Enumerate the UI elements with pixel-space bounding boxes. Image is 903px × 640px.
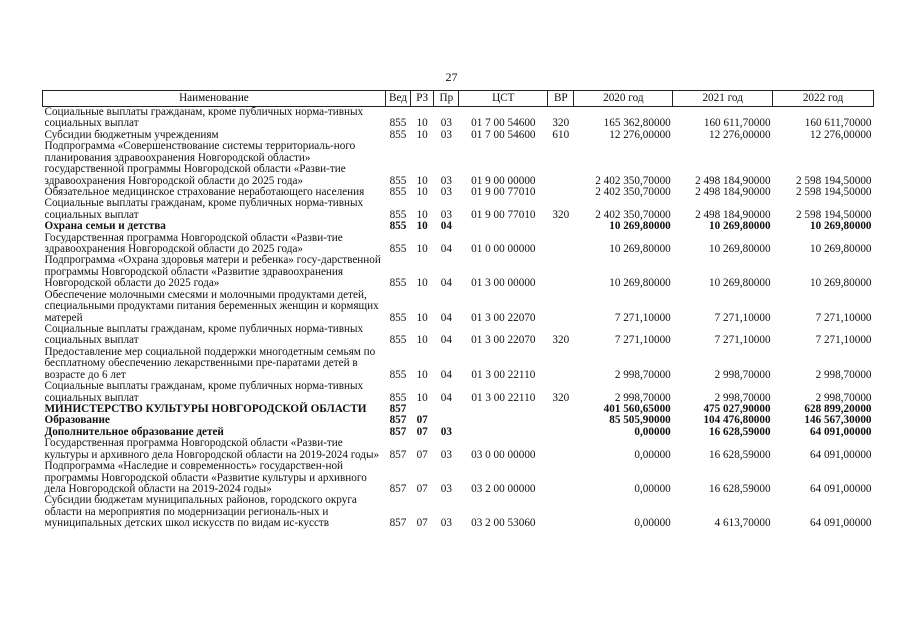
cell-pr: 04 — [440, 243, 452, 256]
cell-vr: 320 — [552, 334, 570, 347]
cell-ved: 855 — [389, 368, 407, 381]
cell-pr: 03 — [440, 517, 452, 530]
cell-rz: 10 — [416, 128, 428, 141]
cell-2020: 85 505,90000 — [609, 414, 671, 427]
cell-pr: 04 — [440, 277, 452, 290]
col-2020-header: 2020 год — [574, 91, 673, 107]
cell-vr — [548, 495, 574, 529]
cell-rz: 10 — [416, 277, 428, 290]
cell-2021: 104 476,80000 — [703, 414, 771, 427]
cell-cst: 01 3 00 22070 — [471, 334, 536, 347]
cell-2022: 64 091,00000 — [809, 448, 872, 461]
cell-2021: 10 269,80000 — [709, 220, 771, 233]
cell-vr — [548, 404, 574, 415]
cell-vr — [548, 255, 574, 289]
cell-2021: 2 498 184,90000 — [695, 208, 771, 221]
cell-name: Охрана семьи и детства — [44, 220, 166, 233]
cell-ved: 857 — [389, 414, 407, 427]
cell-name: Образование — [44, 414, 110, 427]
cell-2021: 7 271,10000 — [714, 334, 771, 347]
table-row — [43, 347, 874, 381]
cell-pr: 04 — [440, 368, 452, 381]
col-rz-header: РЗ — [411, 91, 434, 107]
cell-rz: 07 — [416, 517, 428, 530]
cell-name: Подпрограмма «Совершенствование системы территориаль-ного планирования здравоохранения Новгородской области» государственной программы Новгородской области «Разви-тие здравоохранения Новгородской области до 2025 года» — [44, 140, 356, 187]
cell-ved: 857 — [389, 448, 407, 461]
cell-2021: 475 027,90000 — [703, 402, 771, 415]
cell-2022: 7 271,10000 — [815, 334, 872, 347]
cell-2020: 10 269,80000 — [609, 277, 671, 290]
cell-2021: 160 611,70000 — [703, 117, 771, 130]
cell-2021: 16 628,59000 — [709, 425, 771, 438]
cell-2021: 4 613,70000 — [714, 517, 771, 530]
cell-vr: 320 — [552, 391, 570, 404]
cell-ved: 855 — [389, 220, 407, 233]
cell-rz: 10 — [416, 220, 428, 233]
cell-rz: 07 — [416, 448, 428, 461]
cell-name: Обеспечение молочными смесями и молочными продуктами детей, специальными продуктами питания беременных женщин и кормящих матерей — [44, 288, 379, 324]
cell-rz: 10 — [416, 391, 428, 404]
cell-vr — [548, 461, 574, 495]
cell-2021: 12 276,00000 — [709, 128, 771, 141]
table-row — [43, 221, 874, 232]
cell-vr — [548, 141, 574, 187]
cell-rz: 07 — [416, 482, 428, 495]
cell-2022: 146 567,30000 — [804, 414, 872, 427]
col-ved-header: Вед — [385, 91, 410, 107]
page-number: 27 — [445, 70, 458, 84]
cell-2020: 10 269,80000 — [609, 220, 671, 233]
cell-2021: 10 269,80000 — [709, 243, 771, 256]
cell-ved: 855 — [389, 117, 407, 130]
cell-cst — [459, 221, 548, 232]
cell-2020: 0,00000 — [634, 448, 671, 461]
table-row — [43, 461, 874, 495]
cell-vr — [548, 347, 574, 381]
cell-name: Обязательное медицинское страхование неработающего населения — [44, 185, 365, 198]
cell-2022: 2 598 194,50000 — [795, 174, 872, 187]
table-row — [43, 107, 874, 130]
col-name-header: Наименование — [43, 91, 386, 107]
cell-rz: 10 — [416, 174, 428, 187]
cell-2021: 2 498 184,90000 — [695, 185, 771, 198]
cell-name: Государственная программа Новгородской области «Разви-тие культуры и архивного дела Новгородской области на 2019-2024 годы» — [44, 437, 380, 461]
cell-name: Социальные выплаты гражданам, кроме публичных норма-тивных социальных выплат — [44, 106, 364, 130]
cell-pr: 04 — [440, 220, 452, 233]
cell-name: Подпрограмма «Наследие и современность» государствен-ной программы Новгородской области «Развитие культуры и архивного дела Новгородской области на 2019-2024 годы» — [44, 460, 367, 495]
table-row — [43, 324, 874, 347]
cell-2021: 10 269,80000 — [709, 277, 771, 290]
cell-name: Субсидии бюджетам муниципальных районов, городского округа области на мероприятия по модернизации региональ-ных и муниципальных детских школ искусств по видам ис-кусств — [44, 494, 357, 530]
cell-ved: 855 — [389, 174, 407, 187]
cell-cst — [459, 427, 548, 438]
cell-ved: 855 — [389, 243, 407, 256]
cell-pr: 03 — [440, 174, 452, 187]
cell-cst: 01 3 00 22110 — [471, 368, 536, 381]
cell-rz: 10 — [416, 368, 428, 381]
cell-ved: 855 — [389, 334, 407, 347]
cell-ved: 855 — [389, 277, 407, 290]
cell-ved: 857 — [389, 425, 407, 438]
cell-2020: 7 271,10000 — [614, 311, 671, 324]
cell-ved: 855 — [389, 391, 407, 404]
cell-vr — [548, 290, 574, 324]
table-body — [43, 107, 874, 530]
cell-vr — [548, 221, 574, 232]
cell-rz: 07 — [416, 414, 428, 427]
cell-rz: 10 — [416, 334, 428, 347]
table-row — [43, 255, 874, 289]
cell-2022: 2 598 194,50000 — [795, 185, 872, 198]
cell-rz: 10 — [416, 117, 428, 130]
cell-rz: 10 — [416, 185, 428, 198]
cell-2022: 64 091,00000 — [809, 517, 872, 530]
table-row — [43, 438, 874, 461]
cell-2021: 16 628,59000 — [709, 482, 771, 495]
cell-cst: 01 3 00 00000 — [471, 277, 536, 290]
cell-2021: 2 498 184,90000 — [695, 174, 771, 187]
cell-2022: 160 611,70000 — [804, 117, 872, 130]
cell-name: Социальные выплаты гражданам, кроме публичных норма-тивных социальных выплат — [44, 323, 364, 347]
cell-vr — [548, 187, 574, 198]
cell-rz: 10 — [416, 311, 428, 324]
cell-2022: 12 276,00000 — [809, 128, 872, 141]
cell-cst: 03 2 00 00000 — [471, 482, 536, 495]
cell-cst: 03 2 00 53060 — [471, 517, 536, 530]
cell-pr: 04 — [440, 334, 452, 347]
cell-name: Государственная программа Новгородской области «Разви-тие здравоохранения Новгородской области до 2025 года» — [44, 231, 343, 256]
budget-table — [42, 90, 874, 530]
cell-ved: 855 — [389, 311, 407, 324]
table-row — [43, 141, 874, 187]
cell-2022: 2 598 194,50000 — [795, 208, 872, 221]
cell-vr: 610 — [552, 128, 570, 141]
cell-cst: 01 9 00 00000 — [471, 174, 536, 187]
cell-2022: 10 269,80000 — [809, 277, 872, 290]
cell-ved: 857 — [389, 402, 407, 415]
cell-pr: 03 — [440, 208, 452, 221]
cell-rz: 10 — [416, 243, 428, 256]
cell-vr — [548, 415, 574, 426]
cell-2021: 2 998,70000 — [714, 368, 771, 381]
cell-vr — [548, 438, 574, 461]
cell-name: Социальные выплаты гражданам, кроме публичных норма-тивных социальных выплат — [44, 380, 364, 404]
cell-ved: 857 — [389, 517, 407, 530]
cell-name: Социальные выплаты гражданам, кроме публичных норма-тивных социальных выплат — [44, 197, 364, 221]
table-row — [43, 233, 874, 256]
table-row — [43, 290, 874, 324]
cell-pr: 03 — [440, 425, 452, 438]
cell-pr: 04 — [440, 391, 452, 404]
cell-2020: 2 402 350,70000 — [595, 174, 671, 187]
cell-name: МИНИСТЕРСТВО КУЛЬТУРЫ НОВГОРОДСКОЙ ОБЛАСТИ — [44, 402, 367, 415]
cell-2022: 2 998,70000 — [815, 391, 872, 404]
cell-2020: 10 269,80000 — [609, 243, 671, 256]
cell-vr — [548, 233, 574, 256]
cell-2020: 7 271,10000 — [614, 334, 671, 347]
cell-pr: 03 — [440, 128, 452, 141]
cell-2020: 2 998,70000 — [614, 391, 671, 404]
cell-ved: 855 — [389, 128, 407, 141]
cell-ved: 857 — [389, 482, 407, 495]
cell-cst — [459, 415, 548, 426]
table-header — [43, 91, 874, 107]
col-vr-header: ВР — [548, 91, 574, 107]
col-2022-header: 2022 год — [773, 91, 874, 107]
col-2021-header: 2021 год — [673, 91, 773, 107]
cell-name: Дополнительное образование детей — [44, 425, 224, 438]
cell-name: Подпрограмма «Охрана здоровья матери и ребенка» госу-дарственной программы Новгородской области «Развитие здравоохранения Новгородской области до 2025 года» — [44, 254, 381, 290]
cell-name: Предоставление мер социальной поддержки многодетным семьям по бесплатному обеспечению лекарственными пре-паратами детей в возрасте до 6 лет — [44, 345, 376, 381]
cell-cst: 01 7 00 54600 — [471, 117, 536, 130]
cell-2022: 64 091,00000 — [809, 482, 872, 495]
col-pr-header: Пр — [434, 91, 459, 107]
cell-2021: 2 998,70000 — [714, 391, 771, 404]
cell-pr: 03 — [440, 185, 452, 198]
cell-rz: 07 — [416, 425, 428, 438]
cell-2021: 16 628,59000 — [709, 448, 771, 461]
cell-pr: 04 — [440, 311, 452, 324]
cell-vr: 320 — [552, 117, 570, 130]
cell-2022: 628 899,20000 — [804, 402, 872, 415]
cell-pr: 03 — [440, 117, 452, 130]
cell-2020: 401 560,65000 — [603, 402, 671, 415]
cell-2021: 7 271,10000 — [714, 311, 771, 324]
cell-rz: 10 — [416, 208, 428, 221]
cell-2022: 10 269,80000 — [809, 243, 872, 256]
cell-ved: 855 — [389, 208, 407, 221]
cell-2020: 0,00000 — [634, 482, 671, 495]
cell-2020: 2 402 350,70000 — [595, 208, 671, 221]
cell-cst: 01 9 00 77010 — [471, 185, 536, 198]
cell-2022: 2 998,70000 — [815, 368, 872, 381]
cell-pr — [434, 404, 459, 415]
cell-2020: 12 276,00000 — [609, 128, 671, 141]
cell-cst: 01 3 00 22110 — [471, 391, 536, 404]
table-row — [43, 381, 874, 404]
cell-vr: 320 — [552, 208, 570, 221]
cell-2020: 0,00000 — [634, 425, 671, 438]
cell-2020: 0,00000 — [634, 517, 671, 530]
cell-cst: 01 9 00 77010 — [471, 208, 536, 221]
cell-2022: 64 091,00000 — [809, 425, 872, 438]
table-row — [43, 495, 874, 529]
cell-cst — [459, 404, 548, 415]
cell-2020: 2 998,70000 — [614, 368, 671, 381]
cell-pr: 03 — [440, 448, 452, 461]
cell-name: Субсидии бюджетным учреждениям — [44, 128, 219, 141]
cell-cst: 01 0 00 00000 — [471, 243, 536, 256]
table-row — [43, 198, 874, 221]
cell-2022: 7 271,10000 — [815, 311, 872, 324]
cell-cst: 03 0 00 00000 — [471, 448, 536, 461]
cell-2020: 2 402 350,70000 — [595, 185, 671, 198]
col-cst-header: ЦСТ — [459, 91, 548, 107]
cell-pr: 03 — [440, 482, 452, 495]
cell-vr — [548, 427, 574, 438]
cell-ved: 855 — [389, 185, 407, 198]
cell-2020: 165 362,80000 — [603, 117, 671, 130]
cell-cst: 01 7 00 54600 — [471, 128, 536, 141]
cell-2022: 10 269,80000 — [809, 220, 872, 233]
cell-cst: 01 3 00 22070 — [471, 311, 536, 324]
